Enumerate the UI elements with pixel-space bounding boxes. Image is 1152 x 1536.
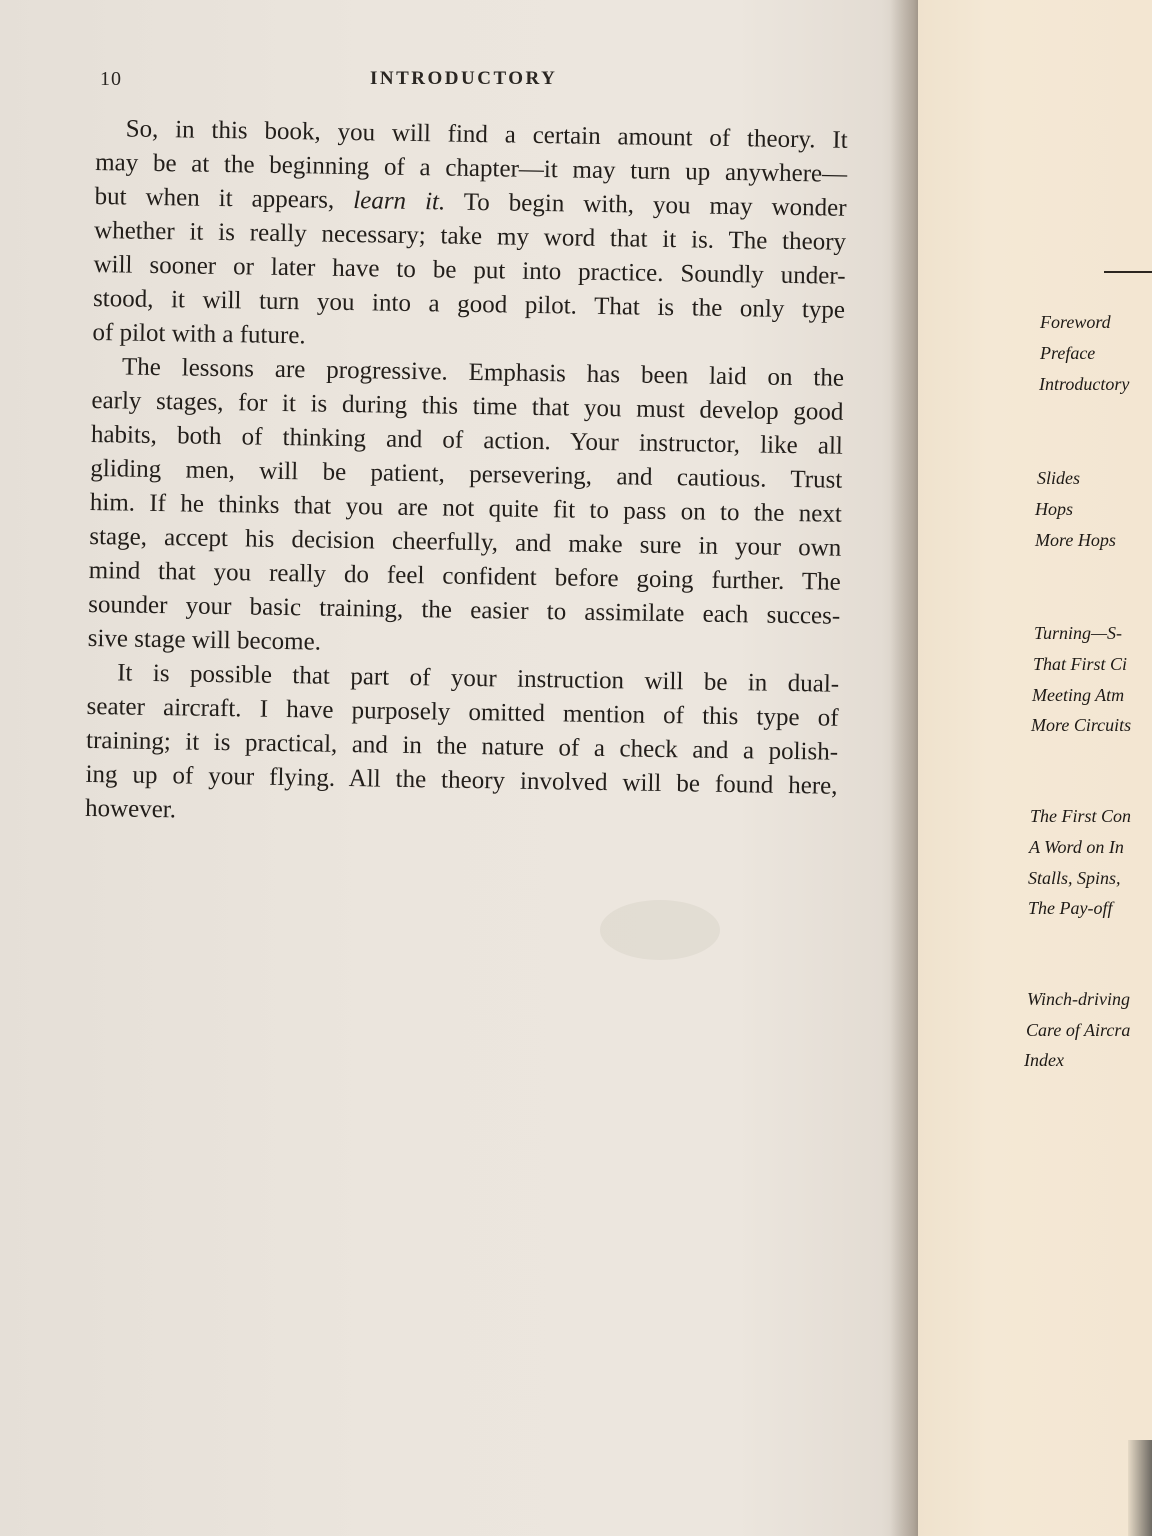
toc-item: Introductory (1039, 374, 1130, 394)
toc-item: Hops (1035, 499, 1074, 519)
body-text (85, 112, 848, 838)
toc-item: Preface (1040, 343, 1096, 363)
text-line: training; it is practical, and in the nature of a check and a polish- (85, 726, 839, 766)
text-line: stood, it will turn you into a good pilot. That is the only type (92, 284, 846, 324)
toc-item: The Pay-off (1028, 898, 1113, 918)
toc-item: Turning—S- (1034, 623, 1123, 643)
text-line: gliding men, will be patient, persevering, and cautious. Trust (90, 454, 843, 494)
page-header (100, 68, 860, 98)
toc-item: Index (1024, 1050, 1064, 1070)
toc-item: That First Ci (1033, 654, 1128, 674)
toc-item: Meeting Atm (1032, 685, 1125, 705)
toc-item: The First Con (1030, 806, 1132, 826)
text-line: of pilot with a future. (92, 318, 306, 350)
text-line: stage, accept his decision cheerfully, and make sure in your own (89, 522, 842, 562)
page-number: 10 (100, 68, 122, 90)
toc-rule (1104, 271, 1152, 273)
toc-item: Slides (1037, 468, 1080, 488)
emphasized-phrase: learn it. (353, 187, 446, 216)
text-line: may be at the beginning of a chapter—it may turn up anywhere— (94, 148, 848, 188)
toc-item: Foreword (1040, 312, 1111, 332)
text-line-with-italic: but when it appears, learn it. To begin with, you may wonder (94, 182, 847, 222)
text-line: mind that you really do feel confident before going further. The (88, 556, 841, 596)
toc-item: Care of Aircra (1026, 1020, 1131, 1040)
toc-item: A Word on In (1029, 837, 1124, 857)
text-line: him. If he thinks that you are not quite fit to pass on to the next (89, 488, 842, 528)
text-line: ing up of your flying. All the theory involved will be found here, (85, 760, 838, 800)
toc-item: Stalls, Spins, (1028, 868, 1121, 888)
text-line: however. (84, 794, 177, 824)
running-head: INTRODUCTORY (370, 68, 558, 89)
toc-item: More Hops (1035, 530, 1116, 550)
text-line: The lessons are progressive. Emphasis has been laid on the (121, 353, 845, 392)
toc-item: More Circuits (1031, 715, 1132, 735)
text-line: sounder your basic training, the easier to assimilate each succes- (88, 590, 841, 630)
text-line: whether it is really necessary; take my word that it is. The theory (93, 216, 847, 256)
toc-item: Winch-driving (1027, 989, 1130, 1009)
text-line: sive stage will become. (87, 624, 322, 656)
book-edge (1128, 1440, 1152, 1536)
text-line: habits, both of thinking and of action. Your instructor, like all (90, 420, 844, 460)
text-line: So, in this book, you will find a certain amount of theory. It (125, 115, 848, 154)
text-line: seater aircraft. I have purposely omitted mention of this type of (86, 692, 839, 732)
text-line: will sooner or later have to be put into practice. Soundly under- (93, 250, 846, 290)
text-line: early stages, for it is during this time that you must develop good (91, 386, 844, 426)
right-page (918, 0, 1152, 1536)
text-line: It is possible that part of your instruction will be in dual- (116, 659, 840, 698)
page-stain (600, 900, 720, 960)
